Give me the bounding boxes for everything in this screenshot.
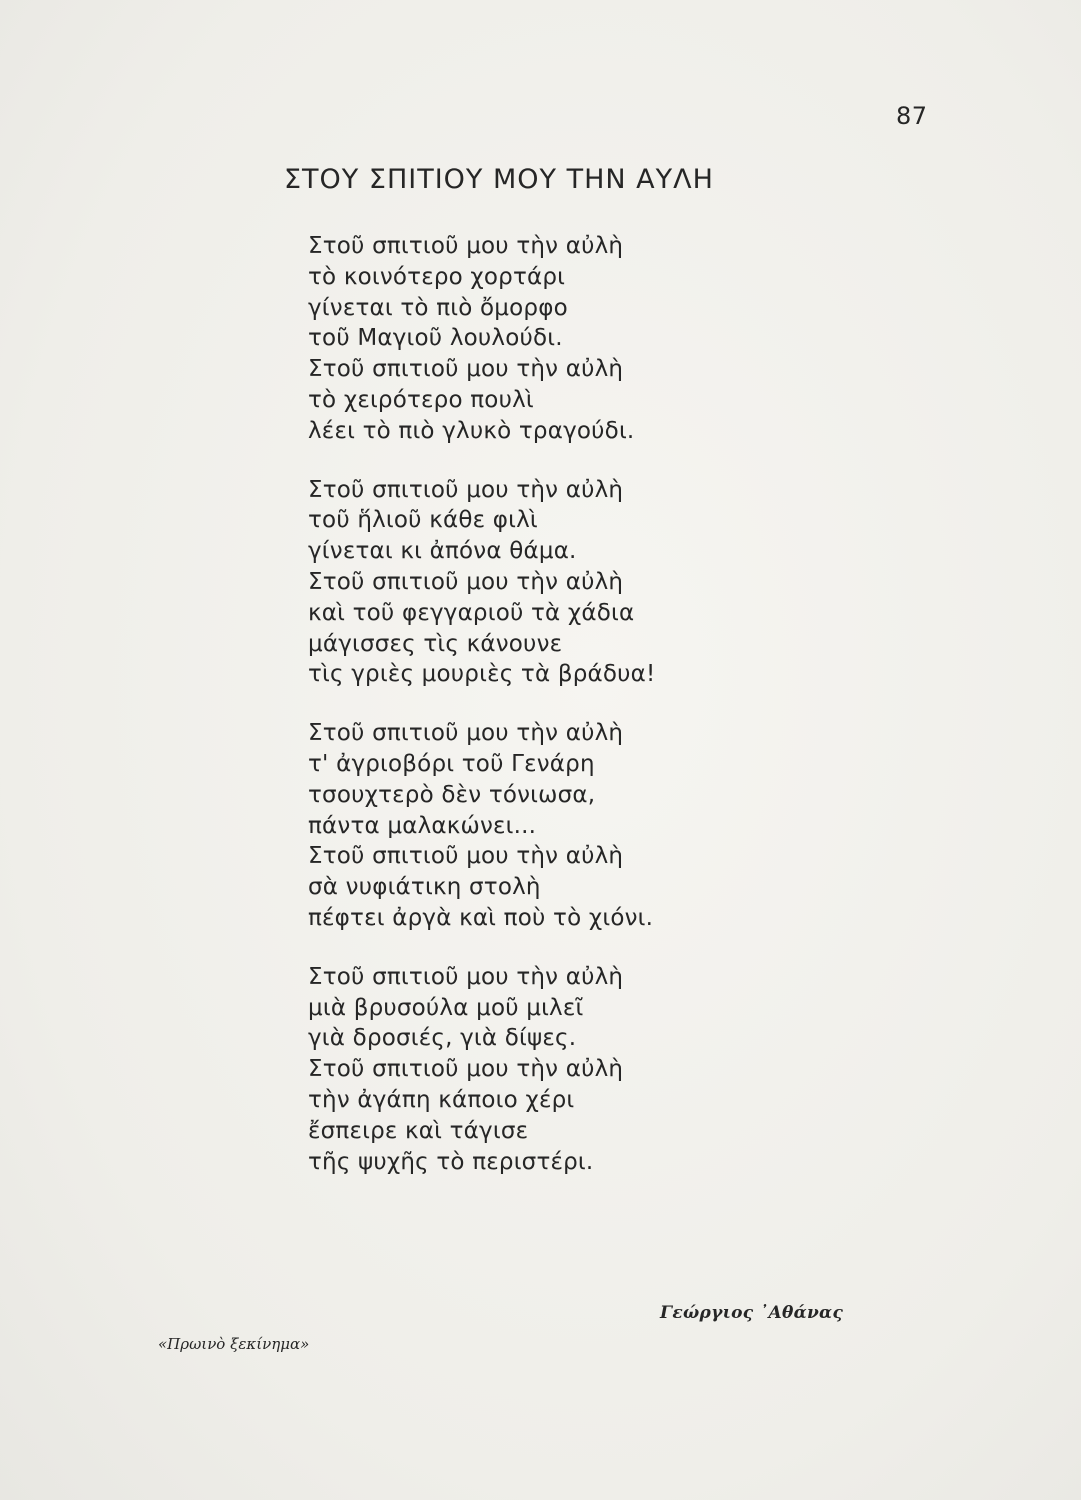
poem-line: Στοῦ σπιτιοῦ μου τὴν αὐλὴ [308,720,624,747]
page-number: 87 [896,102,928,130]
poem-line: Στοῦ σπιτιοῦ μου τὴν αὐλὴ [308,568,624,595]
poem-line: Στοῦ σπιτιοῦ μου τὴν αὐλὴ [308,963,624,990]
poem-line: τοῦ Μαγιοῦ λουλούδι. [308,325,563,352]
poem-line: τὴν ἀγάπη κάποιο χέρι [308,1086,575,1113]
poem-line: Στοῦ σπιτιοῦ μου τὴν αὐλὴ [308,233,624,259]
poem-line: γίνεται τὸ πιὸ ὄμορφο [308,294,568,321]
poem-line: γιὰ δροσιές, γιὰ δίψες. [308,1025,577,1052]
stanza [308,231,868,447]
poem-line: Στοῦ σπιτιοῦ μου τὴν αὐλὴ [308,843,624,870]
poem-line: σὰ νυφιάτικη στολὴ [308,874,541,901]
poem-line: ἔσπειρε καὶ τάγισε [308,1117,529,1144]
stanza [308,718,868,934]
poem-line: τὶς γριὲς μουριὲς τὰ βράδυα! [308,661,656,688]
poem-line: μάγισσες τὶς κάνουνε [308,630,563,657]
poem-title: ΣΤΟΥ ΣΠΙΤΙΟΥ ΜΟΥ ΤΗΝ ΑΥΛΗ [284,164,714,195]
poem-line: γίνεται κι ἀπόνα θάμα. [308,538,577,565]
poem-line: λέει τὸ πιὸ γλυκὸ τραγούδι. [308,417,635,444]
poem-line: Στοῦ σπιτιοῦ μου τὴν αὐλὴ [308,476,624,503]
poem-line: τ' ἀγριοβόρι τοῦ Γενάρη [308,750,595,777]
author-signature: Γεώργιος ᾿Αθάνας [660,1303,844,1323]
stanza [308,962,868,1178]
poem-line: Στοῦ σπιτιοῦ μου τὴν αὐλὴ [308,1056,624,1083]
poem-line: τοῦ ἥλιοῦ κάθε φιλὶ [308,507,538,534]
poem-body [308,231,868,1205]
poem-line: τσουχτερὸ δὲν τόνιωσα, [308,781,596,808]
stanza [308,475,868,691]
poem-line: καὶ τοῦ φεγγαριοῦ τὰ χάδια [308,599,635,626]
source-citation: «Πρωινὸ ξεκίνημα» [158,1335,310,1353]
poem-line: Στοῦ σπιτιοῦ μου τὴν αὐλὴ [308,356,624,383]
poem-line: πέφτει ἀργὰ καὶ ποὺ τὸ χιόνι. [308,904,654,931]
poem-line: μιὰ βρυσούλα μοῦ μιλεῖ [308,994,584,1021]
poem-line: πάντα μαλακώνει... [308,812,537,839]
poem-line: τὸ χειρότερο πουλὶ [308,386,534,413]
poem-line: τῆς ψυχῆς τὸ περιστέρι. [308,1148,594,1175]
poem-line: τὸ κοινότερο χορτάρι [308,263,566,290]
